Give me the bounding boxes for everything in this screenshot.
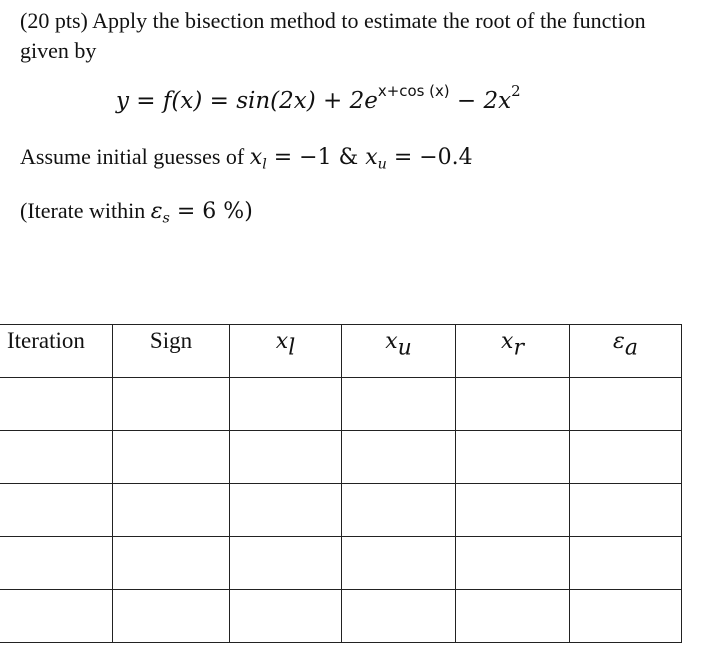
table-cell[interactable] [0, 378, 113, 431]
header-iteration: Iteration [0, 325, 113, 378]
table-cell[interactable] [570, 590, 682, 643]
table-cell[interactable] [342, 484, 456, 537]
table-cell[interactable] [570, 431, 682, 484]
table-cell[interactable] [570, 537, 682, 590]
table-header-row [0, 325, 682, 378]
table-cell[interactable] [113, 590, 230, 643]
table-cell[interactable] [230, 378, 342, 431]
initial-guesses: Assume initial guesses of $x_l = -1$ & $x_u = -0.4$ [20, 144, 473, 173]
equation-power: 2 [511, 82, 521, 101]
table-cell[interactable] [230, 431, 342, 484]
equation-exponent: x+cos (x) [377, 82, 450, 101]
table-row [0, 431, 682, 484]
table-row [0, 378, 682, 431]
table-cell[interactable] [230, 590, 342, 643]
table-cell[interactable] [456, 590, 570, 643]
header-xr: $x_r$ [456, 325, 570, 378]
table-row [0, 590, 682, 643]
iteration-table [0, 324, 682, 643]
table-cell[interactable] [456, 537, 570, 590]
header-sign: Sign [113, 325, 230, 378]
table-cell[interactable] [0, 431, 113, 484]
table-cell[interactable] [0, 537, 113, 590]
table-cell[interactable] [113, 537, 230, 590]
table-cell[interactable] [230, 484, 342, 537]
header-xu: $x_u$ [342, 325, 456, 378]
table-cell[interactable] [456, 431, 570, 484]
table-cell[interactable] [570, 484, 682, 537]
table-cell[interactable] [113, 378, 230, 431]
table-cell[interactable] [113, 484, 230, 537]
table-cell[interactable] [456, 378, 570, 431]
table-cell[interactable] [0, 484, 113, 537]
table-cell[interactable] [456, 484, 570, 537]
equation-rhs: − 2x [449, 88, 512, 114]
function-equation [116, 84, 521, 118]
equation-lhs: y = f(x) = sin(2x) + 2e [116, 88, 378, 114]
table-cell[interactable] [570, 378, 682, 431]
table-cell[interactable] [0, 590, 113, 643]
header-ea: $\varepsilon_a$ [570, 325, 682, 378]
table-cell[interactable] [342, 537, 456, 590]
table-cell[interactable] [113, 431, 230, 484]
table-cell[interactable] [342, 378, 456, 431]
stopping-tolerance: (Iterate within $\varepsilon_s = 6$ %) [20, 198, 253, 227]
header-xl: $x_l$ [230, 325, 342, 378]
problem-statement: (20 pts) Apply the bisection method to estimate the root of the function given by [20, 8, 646, 63]
table-cell[interactable] [342, 431, 456, 484]
table-cell[interactable] [230, 537, 342, 590]
table-cell[interactable] [342, 590, 456, 643]
table-row [0, 484, 682, 537]
table-row [0, 537, 682, 590]
